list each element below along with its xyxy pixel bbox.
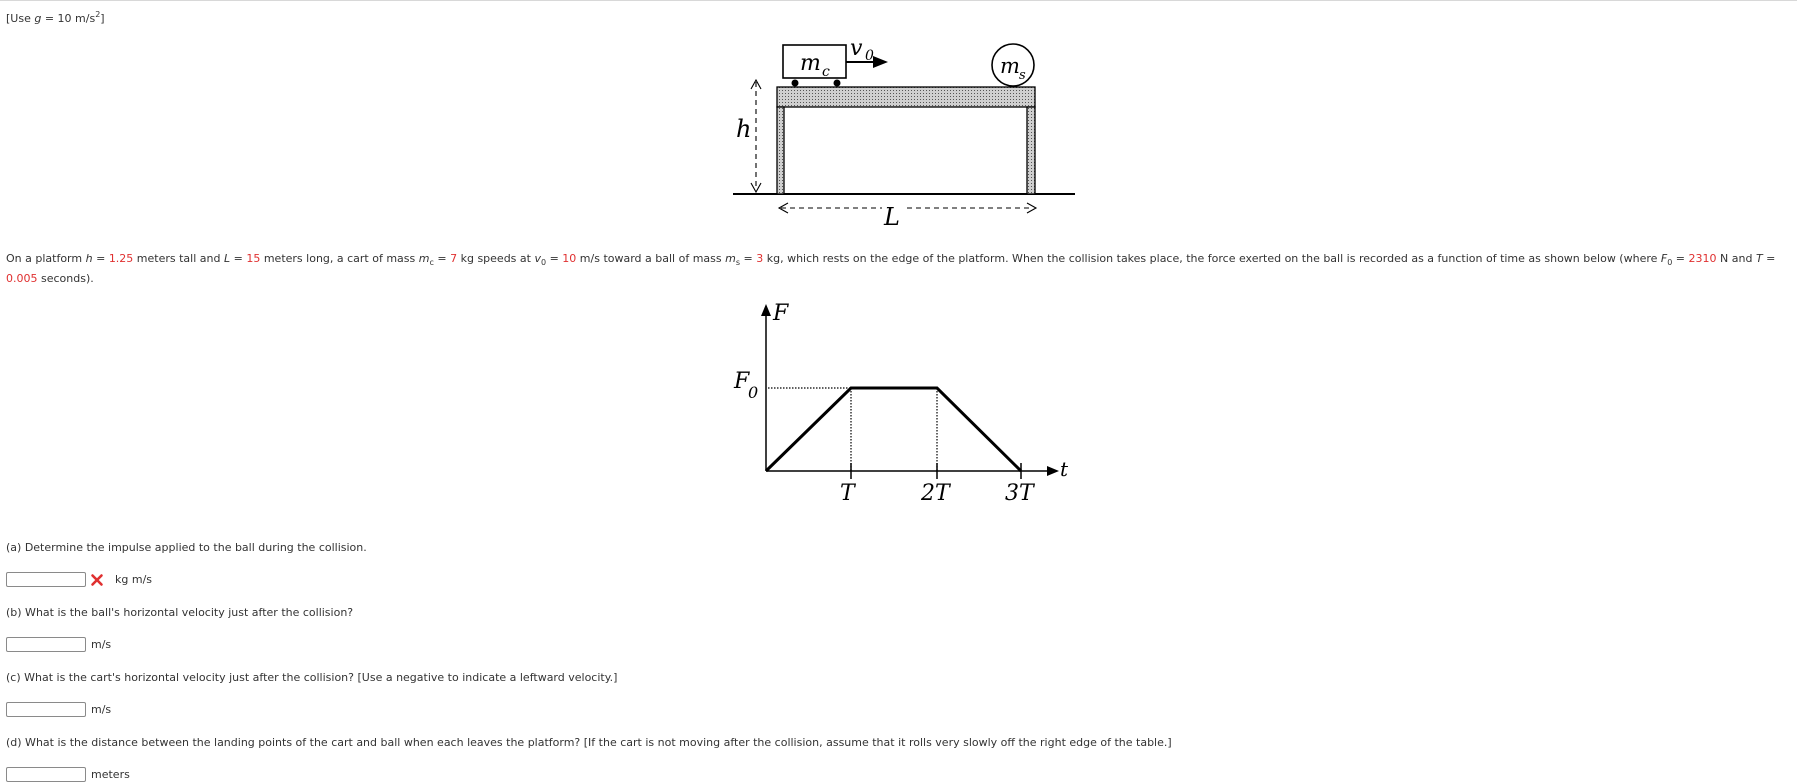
platform-top xyxy=(777,87,1035,107)
answer-a-input[interactable] xyxy=(6,572,86,587)
answer-d-unit: meters xyxy=(91,768,130,781)
top-divider xyxy=(0,0,1797,1)
ball-mass-sub: s xyxy=(1019,68,1026,83)
question-c-text: (c) What is the cart's horizontal velocity just after the collision? [Use a negative to indicate a leftward velocity.] xyxy=(6,671,618,684)
platform-diagram xyxy=(725,36,1080,232)
platform-left-leg xyxy=(777,107,784,194)
force-curve xyxy=(766,388,1021,471)
question-d-text: (d) What is the distance between the landing points of the cart and ball when each leaves the platform? [If the cart is not moving after the collision, assume that it rolls very slowly off the right edge of the table.] xyxy=(6,736,1172,749)
height-label: h xyxy=(736,115,752,143)
gravity-note: [Use g = 10 $m/s^2$] xyxy=(6,10,105,25)
tick-label-t: T xyxy=(840,481,855,506)
y-axis-label: F xyxy=(773,301,789,326)
cart-mass-label: m xyxy=(800,51,821,76)
velocity-label: v xyxy=(850,36,863,61)
question-b-text: (b) What is the ball's horizontal velocity just after the collision? xyxy=(6,606,354,619)
problem-statement-line1: On a platform h = 1.25 meters tall and L = 15 meters long, a cart of mass $m_c = 7$ kg speeds at $v_0 = 10$ m/s toward a ball of mass $m_s = 3$ kg, which rests on the edge of the platform. When the collision takes place, the force exerted on the ball is recorded as a function of time as shown below (where $F_0 = 2310$ N and T = xyxy=(6,252,1776,267)
answer-c-input[interactable] xyxy=(6,702,86,717)
length-label: L xyxy=(884,203,900,231)
tick-label-3t: 3T xyxy=(1005,481,1034,506)
answer-d-input[interactable] xyxy=(6,767,86,782)
cart-wheel-left xyxy=(792,80,799,87)
answer-b-unit: m/s xyxy=(91,638,112,651)
ball-mass-label: m xyxy=(1000,54,1020,78)
answer-b-input[interactable] xyxy=(6,637,86,652)
velocity-sub: 0 xyxy=(865,48,874,64)
question-a-text: (a) Determine the impulse applied to the ball during the collision. xyxy=(6,541,367,554)
tick-label-2t: 2T xyxy=(921,481,950,506)
problem-statement-line2: 0.005 seconds). xyxy=(6,272,94,285)
platform-right-leg xyxy=(1027,107,1035,194)
answer-a-unit: kg m/s xyxy=(115,573,153,586)
cart-wheel-right xyxy=(834,80,841,87)
incorrect-icon xyxy=(90,573,104,587)
answer-c-unit: m/s xyxy=(91,703,112,716)
f0-label: F xyxy=(734,369,750,394)
x-axis-label: t xyxy=(1060,457,1069,481)
f0-sub: 0 xyxy=(748,383,759,402)
force-time-graph xyxy=(728,296,1078,508)
cart-mass-sub: c xyxy=(822,64,830,80)
